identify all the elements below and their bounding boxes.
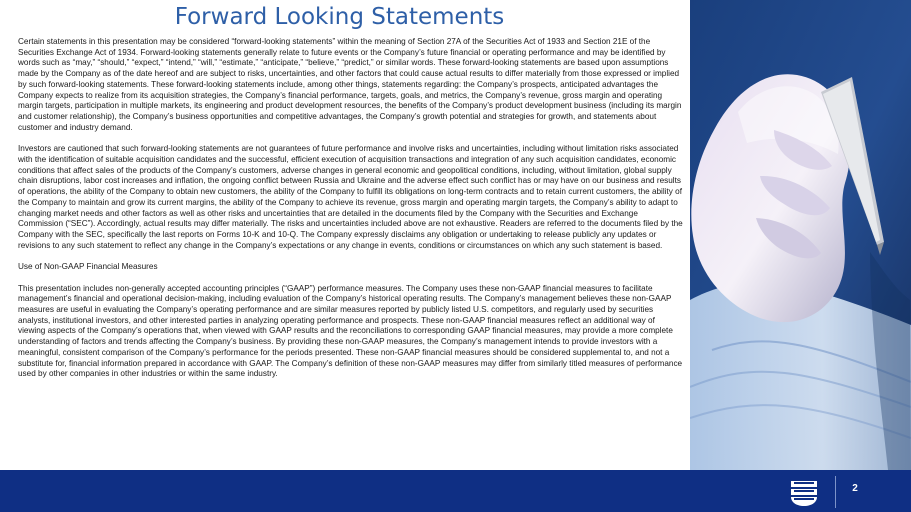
- stacked-bars-shield-logo: [787, 478, 821, 508]
- disclaimer-text: [18, 37, 684, 391]
- slide-title: Forward Looking Statements: [174, 4, 505, 30]
- hand-writing-photo: [690, 0, 911, 470]
- footer-bar: [0, 470, 911, 512]
- non-gaap-heading: Use of Non-GAAP Financial Measures: [18, 262, 158, 272]
- non-gaap-paragraph: This presentation includes non-generally accepted accounting principles (“GAAP”) performance measures. The Company uses these non-GAAP financial measures to facilitate management’s financial and operational decision-making, including evaluation of the Company’s historical operating results. The Company’s management believes these non-GAAP measures are useful in evaluating the Company’s operating performance and are similar measures reported by publicly listed U.S. competitors, and regularly used by securities analysts, institutional investors, and other interested parties in analyzing operating performance and prospects. These non-GAAP financial measures reflect an additional way of viewing aspects of the Company’s operations that, when viewed with GAAP results and the reconciliations to corresponding GAAP financial measures, may provide a more complete understanding of factors and trends affecting the Company’s business. By providing these non-GAAP measures, the Company’s management intends to provide investors with a meaningful, consistent comparison of the Company’s performance for the periods presented. These non-GAAP financial measures should be considered supplemental to, and not a substitute for, financial information prepared in accordance with GAAP. The Company’s definition of these non-GAAP measures may differ from similarly titled measures of performance used by other companies in other industries or within the same industry.: [18, 283, 683, 379]
- footer-divider: [835, 476, 836, 508]
- forward-looking-paragraph: Certain statements in this presentation may be considered “forward-looking statements” within the meaning of Section 27A of the Securities Act of 1933 and Section 21E of the Securities Exchange Act of 1934. Forward-looking statements generally relate to future events or the Company’s future financial or operating performance and may be identified by words such as “may,” “should,” “expect,” “intend,” “will,” “estimate,” “anticipate,” “believe,” “predict,” or similar words. These forward-looking statements are based upon assumptions made by the Company as of the date hereof and are subject to risks, uncertainties, and other factors that could cause actual results to differ materially from those expressed or implied by such forward-looking statements. These forward-looking statements include, among other things, statements regarding: the Company’s prospects, anticipated advantages the Company expects to realize from its acquisition strategies, the Company’s financial performance, targets, goals, and metrics, the Company’s revenue, gross margin and operating margin targets, participation in multiple markets, its engineering and product development resources, the benefits of the Company’s product development business (including its margin and customer relationship), the Company’s business opportunities and competitive advantages, the Company’s growth potential and strategies for growth, and statements about customer and industry demand.: [18, 37, 682, 132]
- investor-caution-paragraph: Investors are cautioned that such forward-looking statements are not guarantees of future performance and involve risks and uncertainties, including without limitation risks associated with the identification of suitable acquisition candidates and the successful, efficient execution of acquisition transactions and integration of any such acquisition candidates, economic conditions that affect sales of the products of the Company’s customers, adverse changes in general economic and geopolitical conditions, including, without limitation, global supply chain disruptions, labor cost increases and inflation, the ongoing conflict between Russia and Ukraine and the adverse effect such conflict has or may have on our business and results of operations, the ability of the Company to obtain new customers, the ability of the Company to fulfill its obligations on long-term contracts and to retain current customers, the ability of the Company to maintain and grow its current margins, the ability of the Company to achieve its revenue, gross margin and operating margin targets, the Company’s ability to adapt to changing market needs and other factors as well as other risks and uncertainties that are detailed in the documents filed by the Company with the Securities and Exchange Commission (“SEC”). Accordingly, actual results may differ materially. The risks and uncertainties included above are not exhaustive. Readers are referred to the documents filed by the Company with the SEC, specifically the last reports on Forms 10-K and 10-Q. The Company expressly disclaims any obligation or undertaking to release publicly any updates or revisions to any such statement to reflect any change in the Company’s expectations or any change in events, conditions or circumstances on which any such statement is based.: [18, 144, 683, 250]
- page-number: 2: [852, 483, 858, 494]
